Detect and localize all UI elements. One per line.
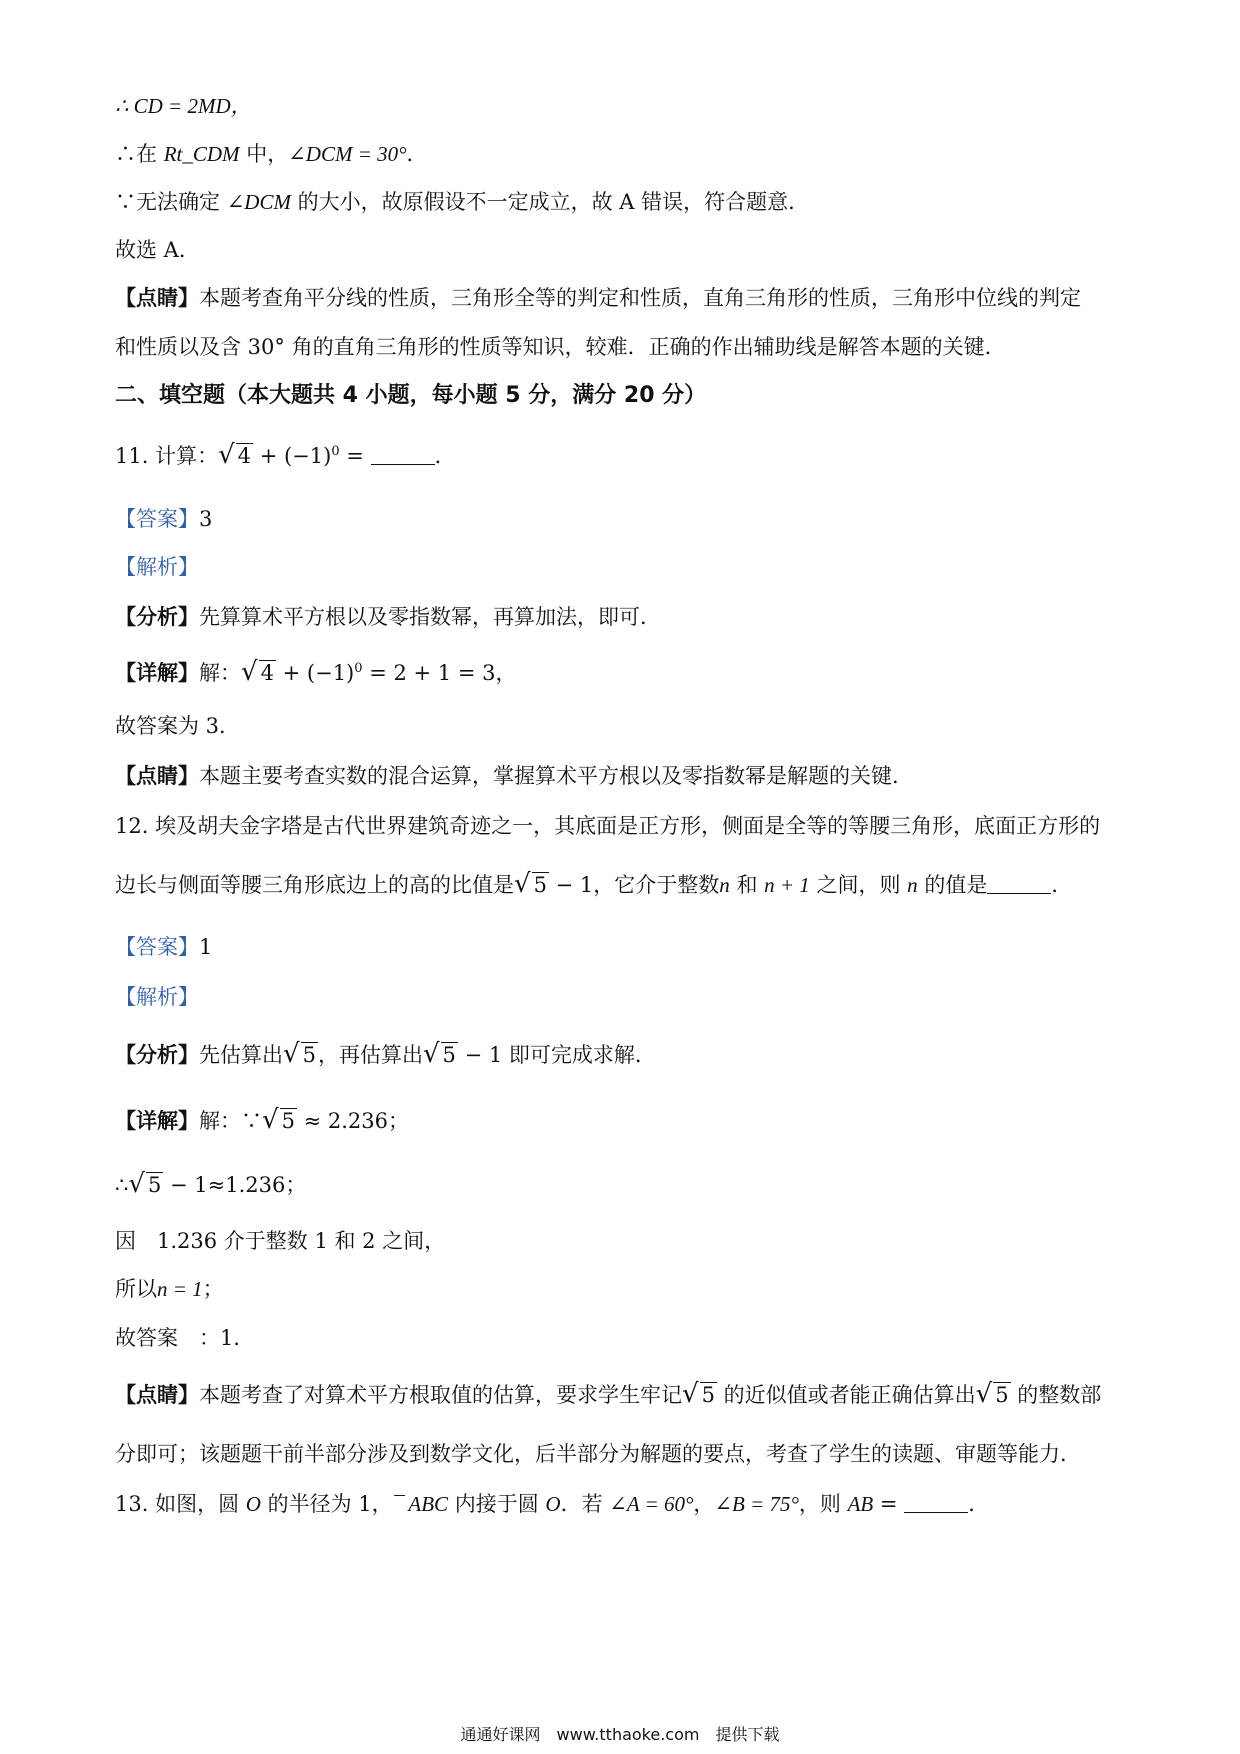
text-line: 【点睛】本题考查了对算术平方根取值的估算，要求学生牢记√ 5 的近似值或者能正确估算出√ 5 的整数部 — [115, 1379, 1102, 1409]
text-line: 分即可；该题题干前半部分涉及到数学文化，后半部分为解题的要点，考查了学生的读题、审题等能力． — [115, 1442, 1081, 1466]
page-footer: 通通好课网 www.tthaoke.com 提供下载 — [460, 1725, 780, 1744]
question-13: 13. 如图，圆 O 的半径为 1，¯ ABC 内接于圆 O．若 ∠A = 60°，∠B = 75°，则 AB = ． — [115, 1492, 990, 1516]
text-line: 因 1.236 介于整数 1 和 2 之间， — [115, 1229, 446, 1253]
tag-answer: 【答案】 — [115, 935, 199, 959]
section-header: 二、填空题（本大题共 4 小题，每小题 5 分，满分 20 分） — [115, 383, 707, 408]
tag-dianjing: 【点睛】 — [115, 285, 199, 310]
tag-analysis: 【解析】 — [115, 555, 199, 579]
answer-line: 【答案】3 — [115, 507, 213, 531]
text-line: 【点睛】本题主要考查实数的混合运算，掌握算术平方根以及零指数幂是解题的关键． — [115, 763, 913, 788]
equation: ∴ CD = 2MD， — [115, 94, 252, 118]
answer-blank — [371, 464, 435, 465]
text-line: ∴√ 5 − 1≈1.236； — [115, 1169, 307, 1199]
text-line: 【分析】先算算术平方根以及零指数幂，再算加法，即可． — [115, 604, 661, 629]
tag-analysis: 【解析】 — [115, 985, 199, 1009]
text-line: 【详解】解：∵√ 5 ≈ 2.236； — [115, 1105, 410, 1135]
text-line: 边长与侧面等腰三角形底边上的高的比值是√ 5 − 1，它介于整数n 和 n + 1 之间，则 n 的值是 ． — [115, 869, 1073, 899]
text-line: 故选 A． — [115, 238, 200, 262]
text-line: 和性质以及含 30° 角的直角三角形的性质等知识，较难．正确的作出辅助线是解答本题的关键． — [115, 335, 1006, 359]
text-line: 【分析】先估算出√ 5，再估算出√ 5 − 1 即可完成求解． — [115, 1039, 656, 1069]
answer-blank — [904, 1512, 968, 1513]
question-12: 12. 埃及胡夫金字塔是古代世界建筑奇迹之一，其底面是正方形，侧面是全等的等腰三角形，底面正方形的 — [115, 814, 1101, 838]
text-line: 【点睛】本题考查角平分线的性质，三角形全等的判定和性质，直角三角形的性质，三角形中位线的判定 — [115, 285, 1081, 310]
text-line — [115, 92, 252, 120]
answer-blank — [987, 893, 1051, 894]
text-line: ∴在 Rt_CDM 中，∠DCM = 30°． — [115, 142, 428, 166]
question-11: 11. 计算：√ $4 + (-1)^0$ = ． — [115, 440, 456, 470]
text-line: 故答案 ：1． — [115, 1326, 255, 1350]
text-line: 故答案为 3． — [115, 714, 241, 738]
text-line: 【详解】解：√ $4 + (-1)^0 = 2 + 1 = 3$， — [115, 657, 517, 687]
tag-answer: 【答案】 — [115, 507, 199, 531]
text-line: 所以n = 1； — [115, 1277, 224, 1301]
text-line: ∵无法确定 ∠DCM 的大小，故原假设不一定成立，故 A 错误，符合题意． — [115, 190, 810, 214]
answer-line: 【答案】1 — [115, 935, 213, 959]
